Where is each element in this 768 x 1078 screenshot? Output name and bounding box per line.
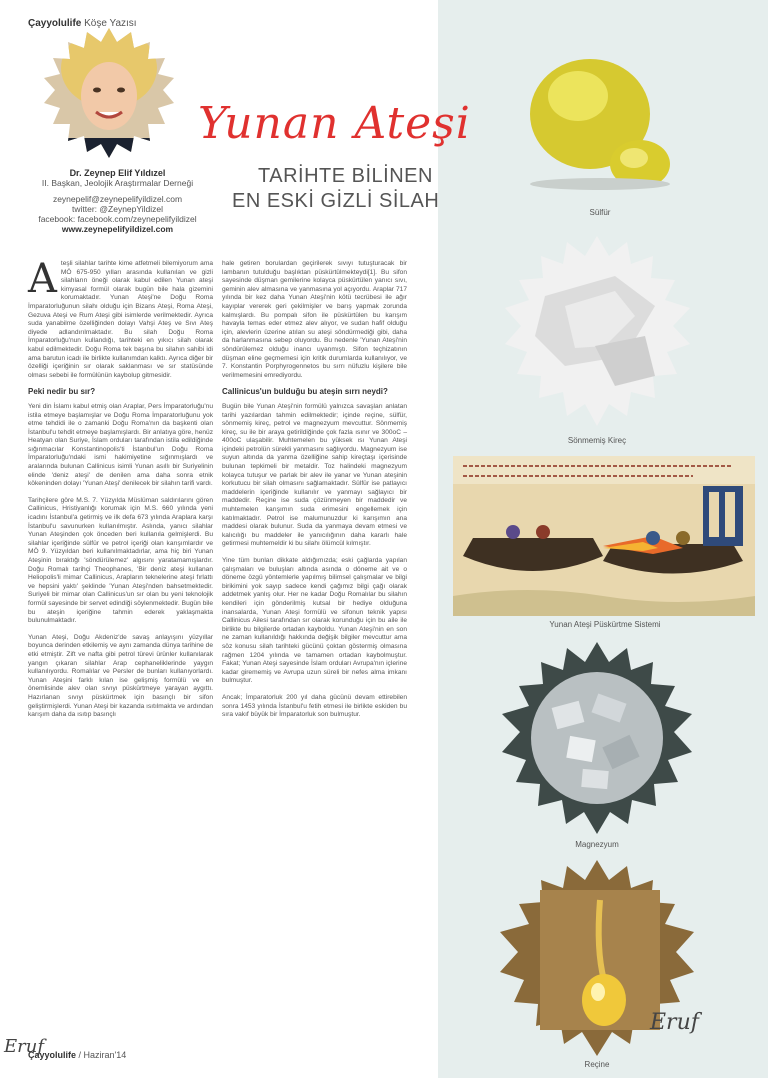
image-caption: Yunan Ateşi Püskürtme Sistemi [549,620,661,629]
paragraph: Ancak; İmparatorluk 200 yıl daha gücünü devam ettirebilen sonra 1453 yılında İstanbul'u fetih etmesi ile birlikte eskiden bu sıra vakıf büyük bir İmparatorluk son bulmuştur. [222,693,407,719]
header-section: Köşe Yazısı [84,18,137,29]
greek-fire-illustration [453,456,755,616]
quicklime-image [505,236,690,426]
subtitle-line-1: TARİHTE BİLİNEN [258,165,433,187]
image-caption: Magnezyum [575,840,619,849]
paragraph: Yeni din İslamı kabul etmiş olan Araplar, Pers İmparatorluğu'nu istila etmeye başlamışlar ve Doğu Roma İmparatorluğunu yok etme tehdidi ile o zamanki Doğu Roma'nın da başkenti olan İstanbul'u tehdit etmeye başlamışlardı. Bir anlatıya göre, henüz Heatyan olan Suriye, İslam orduları tarafından istila edildiğinde sığınmacılar Konstantinopolis'ti İstanbul'un Doğu Roma İmparatorluğu'ndaki ismi hakimiyetine sığınmışlardı ve aralarında bulunan Callinicus isimli Yunan asıllı bir Suriyelinin elinde 'deniz ateşi' de denilen ama daha sonra etnik kökeninden dolayı 'Yunan Ateşi' denilecek bir silahın tarifi vardı. [28,402,213,488]
header-brand: Çayyolulife [28,18,82,29]
author-facebook[interactable]: facebook: facebook.com/zeynepelifyildizel [38,214,197,224]
drop-cap: A [28,256,57,302]
article-title: Yunan Ateşi [198,98,471,149]
footer-issue: / Haziran'14 [78,1050,127,1060]
paragraph: Ateşli silahlar tarihte kime atfetmeli bilemiyorum ama MÖ 675-950 yılları arasında kullanılan ve gizli silahların öneği olarak kabul edilen Yunan ateşi kimyasal formül olarak bugün bile hala gizemini korumaktadır. Yunan Ateşi'ne Doğu Roma İmparatorluğunun silahı olduğu için Bizans Ateşi, Roma Ateşi, Gezuva Ateşi ve Rum Ateşi gibi isimlerde verilmektedir. Ayrıca suda yanabilme özelliğinden dolayı Vahşi Ateş ve Sıvı Ateş diyede adlandırılmaktadır. Bu silah Doğu Roma İmparatorluğu'nun kullandığı, tarihteki en yıkıcı silah olarak kabul edilmektedir. Doğu Roma tek başına bu silahın sahibi idi ama barutun icadı ile birlikte kullanımdan kalktı. Ayrıca diğer bir özelliği içeriğinin sır olarak saklanması ve sır statüsünde olması sebebi ile formülünün kaybolup gitmesidir. [28,256,213,379]
author-email[interactable]: zeynepelif@zeynepelifyildizel.com [52,194,183,204]
author-portrait [44,28,174,158]
image-caption: Sönmemiş Kireç [567,436,627,445]
footer-brand: Çayyolulife [28,1050,77,1060]
section-heading: Callinicus'un bulduğu bu ateşin sırrı neydi? [222,387,388,397]
signature: Eruf [4,1036,44,1057]
paragraph: Bugün bile Yunan Ateşi'nin formülü yalnızca savaşları anlatan tarihi yazılardan tahmin edilmektedir; içinde reçine, sülfür, sönmemiş kireç, petrol ve magnezyum mevcuttur. Sönmemiş kireç, su ile bir araya getirildiğinde çok fazla ısınır ve 300oC – 400oC ulaşabilir. Muhtemelen bu yüksek ısı Yunan Ateşi içindeki petrolün sürekli yanmasını sağlıyordu. Magnezyum ise suyun altında da yanma özelliğine sahip kireçtaşı içerisinde bulunan tepkimeli bir metaldir. Toz halindeki magnezyum kolayca tutuşur ve parlak bir alev ile yanar ve Yunan ateşinin korkutucu bir silah olmasını sağlamaktadır. Sülfür ise patlayıcı maddelerin içeriğinde kullanılır ve yanmayı sağlayıcı bir maddedir. Reçine ise suda çözünmeyen bir maddedir ve muhtemelen karışımın suda erimesini engellemek için katılmaktadır. Petrol ise malumunuzdur ki karışımın ana maddesi olarak bulunur. Suda da yanmaya devam etmesi ve kalıcılığı bu maddeler ile yanıcılığının daha kararlı hale getirmesi muhtemeldir ki bu silahı ölümcül kılmıştır. [222,402,407,548]
signature: Eruf [650,1010,699,1035]
page-footer [28,1050,126,1060]
author-block [10,168,225,234]
image-caption: Sülfür [589,208,611,217]
author-name: Dr. Zeynep Elif Yıldızel [69,168,166,178]
paragraph: Tarihçilere göre M.S. 7. Yüzyılda Müslüman saldırılarını gören Callinicus, Hristiyanlığı korumak için M.S. 660 yılında yeni icadını İstanbul'a getirmiş ve ilk defa 673 yılında Araplara karşı İstanbul'u savunurken kullanılmıştır. Aslında, yanıcı silahlar Yunan Ateşinden çok önceden beri kullanıla gelmişlerdi. Bu silahlar içeriğinde sülfür ve petrol içeriği olan karışımlardır ve MÖ 9. Yüzyıldan beri kullanılmaktadırlar, ama hiç biri Yunan Ateşinin bıraktığı 'söndürülemez' algısını yaratamamışlardır. Doğu Romalı tarihçi Theophanes, 'Bir deniz ateşi kullanan Heliopolis'li mimar Callinicus, Arapların teknelerine ateşi fırlattı ve hepsini yaktı' şeklinde 'Yunan Ateşi'nden bahsetmektedir. Suriyeli bir mimar olan Callinicus'un sır olan bu yeni teknolojik formül sayesinde bir servet edindiği söylenmektedir. Bugün bile bu ateşin içeriğine tahmin ederek yaklaşmakta bulunulmaktadır. [28,496,213,625]
article-subtitle [232,164,439,214]
article-column-1 [28,256,213,728]
paragraph: Yine tüm bunları dikkate aldığımızda; eski çağlarda yapılan çalışmaları ve buluşları altında asında o döneme ait ve o döneme özgü yöntemlerle yapılmış bilimsel çalışmalar ve bilgi birikimini yok sayıp sadece kendi çağımız bilgi çağı olarak addetmek yanlış olur. Her ne kadar Doğu Romalılar bu silahın kendileri için gönderilmiş kutsal bir hediye olduğuna inansalarda, Yunan Ateşi formülü ve sifonun teknik yapısı Callinicus Ailesi tarafından sır olarak korunduğu için bu aile ile birlikte bu bilgilerde ortadan kayboldu. Yunan Ateşi'nin en son ne zaman kullanıldığı hakkında değişik bilgiler mevcuttur ama söz konusu silah tarihteki gücünü çoktan göstermiş olmasına rağmen 1204 yılında ve tamamen ortadan kaybolmuştur. Fakat; Yunan Ateşi sayesinde İslam orduları Avrupa'nın içlerine kadar girememiş ve Avrupa uzun süreli bir nefes alma imkanı bulmuştur. [222,557,407,685]
image-caption: Reçine [584,1060,610,1069]
subtitle-line-2: EN ESKİ GİZLİ SİLAH [232,190,440,212]
author-twitter[interactable]: twitter: @ZeynepYildizel [72,204,163,214]
paragraph: hale getiren borulardan geçirilerek sıvıyı tutuşturacak bir lambanın tutulduğu başlıktan püskürtülmekteydi[1]. Bu sifon sayesinde düşman gemilerine kolayca püskürtülen yanıcı sıvı, geminin alev almasına ve yanmasına yol açıyordu. Araplar 717 yılında bir kez daha Yunan Ateşi'nin kötü tecrübesi ile ağır kayıplar vererek geri çekilmişler ve barış yapmak zorunda kalmışlardı. Bu pompalı sifon ile püskürtülen bu karışım havayla temas eder etmez alev alıyor, ve sudan hafif olduğu için, alevlerin üzerine atılan su ateşi söndürmediği gibi, daha da harlanmasına sebep oluyordu. Bu nedenle 'Yunan Ateşi'nin söndürülemez olduğu inancı uyanmıştı. Sifon teçhizatının düşman eline geçmemesi için kritik durumlarda kullanılıyor, ve 7. Konstantin Porphyrogennetos bu sırrı nüfuzlu kişilere bile verilmemesini emrediyordu. [222,260,407,379]
section-heading: Peki nedir bu sır? [28,387,96,397]
sulfur-image [510,24,690,202]
paragraph: Yunan Ateşi, Doğu Akdeniz'de savaş anlayışını yüzyıllar boyunca derinden etkilemiş ve aynı zamanda dünya tarihine de etki etmiştir. Zift ve nafta gibi petrol türevi ürünler kullanılarak yangın çıkaran silahlar Arap cephaneliklerinde yaygın kullanılıyordu. Romalılar ve Persler de bunları kullanıyorlardı. Yunan Ateşini farklı kılan ise gelişmiş formülü ve en önemlisinde alev olan sıvıyı püskürtmeye yarayan aygıttı. Hazırlanan sıvıyı püskürtmek için basınçlı bir sifon geliştirmişlerdi. Yunan Ateşi bir kazanda ısıtılmakta ve ardından karışım daha da ısıtıp basınçlı [28,633,213,719]
author-role: II. Başkan, Jeolojik Araştırmalar Derneği [41,178,194,188]
author-website[interactable]: www.zeynepelifyildizel.com [61,224,174,234]
article-column-2 [222,260,407,728]
magnesium-image [502,642,692,834]
